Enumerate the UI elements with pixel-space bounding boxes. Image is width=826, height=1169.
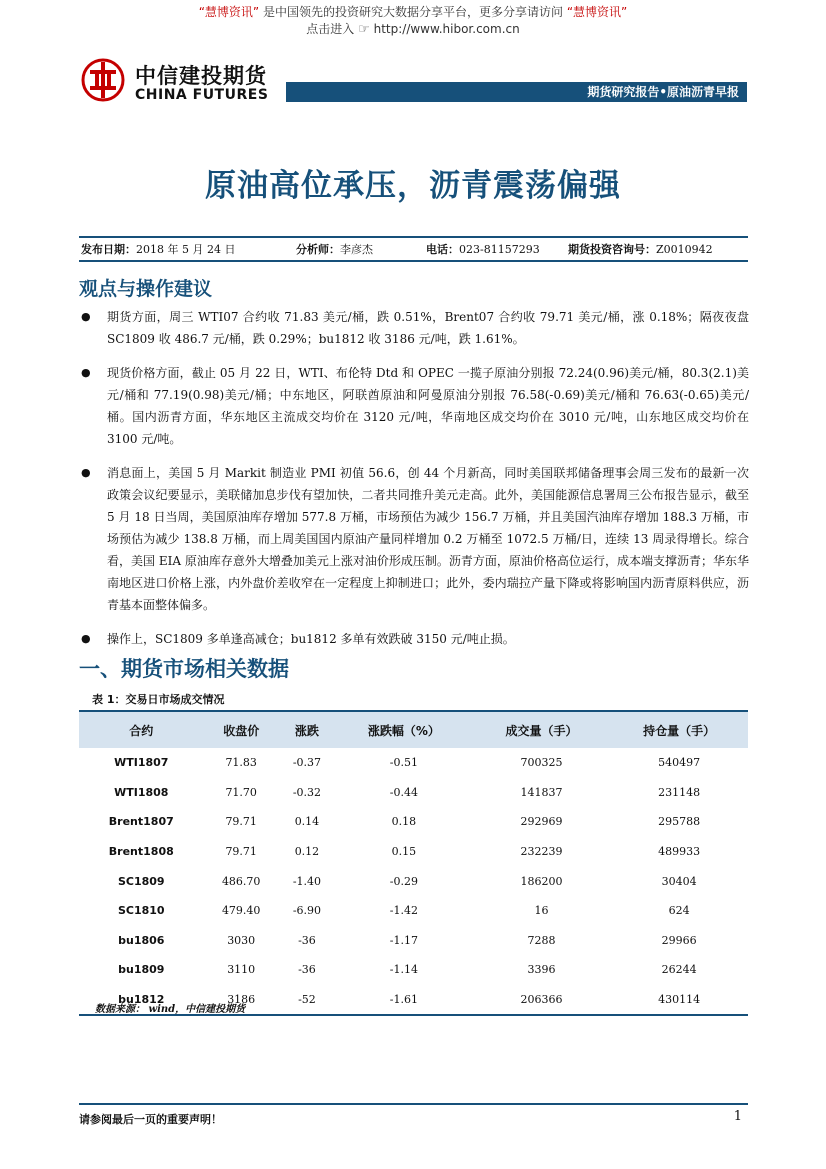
cell-volume: 3396 (527, 963, 556, 977)
table-row (79, 926, 748, 956)
cell-open-interest: 624 (668, 904, 690, 918)
column-header: 涨跌 (294, 723, 319, 738)
column-header: 合约 (129, 723, 154, 738)
cell-open-interest: 430114 (610, 985, 748, 1016)
logo-english-name: CHINA FUTURES (135, 87, 269, 103)
cell-change: -36 (298, 933, 316, 947)
cell-change: 0.14 (294, 815, 320, 829)
hand-pointer-icon[interactable]: ☞ (358, 22, 370, 37)
column-header: 收盘价 (223, 723, 260, 738)
cell-change: 0.12 (294, 845, 320, 859)
cell-open-interest: 489933 (658, 845, 701, 859)
banner-url-link[interactable]: http://www.hibor.com.cn (373, 22, 520, 36)
cell-contract: bu1809 (118, 963, 165, 977)
banner-brand-link[interactable]: “慧博资讯” (566, 5, 628, 19)
report-meta-line (79, 236, 748, 262)
bullet-dot-icon: ● (81, 632, 91, 645)
publish-date: 发布日期：2018 年 5 月 24 日 (81, 243, 236, 256)
cell-contract: Brent1808 (108, 845, 174, 859)
report-type-label: 期货研究报告•原油沥青早报 (587, 85, 739, 99)
cell-open-interest: 231148 (658, 785, 701, 799)
banner-enter-text[interactable]: 点击进入 (306, 22, 355, 36)
cell-change: -1.40 (292, 874, 322, 888)
cell-open-interest: 295788 (658, 815, 701, 829)
banner-text: 是中国领先的投资研究大数据分享平台，更多分享请访问 (262, 5, 563, 19)
market-data-table (79, 710, 748, 1016)
cell-volume: 206366 (473, 985, 611, 1016)
disclaimer-note: 请参阅最后一页的重要声明！ (79, 1113, 222, 1126)
license-number: 期货投资咨询号：Z0010942 (568, 243, 713, 256)
table-row (79, 866, 748, 896)
phone: 电话：023-81157293 (426, 243, 540, 256)
column-header: 成交量（手） (505, 723, 578, 738)
report-type-bar (286, 82, 747, 102)
page-footer (79, 1103, 748, 1131)
cell-close: 71.83 (225, 756, 257, 770)
cell-volume: 700325 (520, 756, 563, 770)
table-caption: 表 1：交易日市场成交情况 (92, 693, 225, 706)
cell-close: 479.40 (221, 904, 261, 918)
cell-close: 486.70 (221, 874, 261, 888)
cell-contract: bu1812 (79, 985, 204, 1016)
cell-contract: SC1810 (117, 904, 165, 918)
table-row (79, 807, 748, 837)
bullet-dot-icon: ● (81, 310, 91, 323)
cell-change: -6.90 (292, 904, 322, 918)
cell-change-pct: -0.44 (389, 785, 418, 799)
cell-contract: Brent1807 (108, 815, 174, 829)
analyst: 分析师：李彦杰 (296, 243, 373, 256)
cell-contract: WTI1807 (114, 756, 169, 770)
cell-change: -0.37 (292, 756, 322, 770)
data-source-note: 数据来源： wind，中信建投期货 (95, 1004, 246, 1015)
cell-volume: 232239 (520, 845, 563, 859)
cell-volume: 292969 (520, 815, 563, 829)
cell-change-pct: -0.29 (389, 874, 418, 888)
column-header: 持仓量（手） (643, 723, 716, 738)
logo-chinese-name: 中信建投期货 (135, 64, 267, 88)
company-logo (81, 58, 281, 106)
cell-volume: 7288 (527, 933, 556, 947)
bullet-paragraph: ● 现货价格方面，截止 05 月 22 日，WTI、布伦特 Dtd 和 OPEC 一揽子原油分别报 72.24(0.96)美元/桶，80.3(2.1)美元/桶和 77.19(0.98)美元/桶；中东地区，阿联酋原油和阿曼原油分别报 76.58(-0.69)美元/桶和 76.63(-0.65)美元/桶。国内沥青方面，华东地区主流成交均价在 3120 元/吨，华南地区成交均价在 3010 元/吨，山东地区成交均价在 3100 元/吨。 (79, 362, 749, 450)
cell-close: 79.71 (225, 815, 257, 829)
cell-close: 79.71 (225, 845, 257, 859)
cell-change-pct: -0.51 (389, 756, 418, 770)
cell-contract: bu1806 (118, 933, 165, 947)
table-header-row (79, 711, 748, 748)
cell-change: -0.32 (292, 785, 322, 799)
cell-change-pct: -1.17 (389, 933, 418, 947)
cell-close: 3186 (204, 985, 279, 1016)
views-bullet-list (79, 306, 749, 650)
cell-change-pct: 0.15 (391, 845, 417, 859)
table-row (79, 837, 748, 867)
cell-close: 71.70 (225, 785, 257, 799)
bullet-paragraph: ● 消息面上，美国 5 月 Markit 制造业 PMI 初值 56.6，创 44 个月新高，同时美国联邦储备理事会周三发布的最新一次政策会议纪要显示，美联储加息步伐有望加快，二者共同推升美元走高。此外，美国能源信息署周三公布报告显示，截至 5 月 18 日当周，美国原油库存增加 577.8 万桶，市场预估为减少 156.7 万桶，并且美国汽油库存增加 188.3 万桶，市场预估为减少 138.8 万桶，而上周美国国内原油产量同样增加 0.2 万桶至 1072.5 万桶/日，连续 13 周录得增长。综合看，美国 EIA 原油库存意外大增叠加美元上涨对油价形成压制。沥青方面，原油价格高位运行，成本端支撑沥青；华东华南地区进口价格上涨，内外盘价差收窄在一定程度上抑制进口；此外，委内瑞拉产量下降或将影响国内沥青原料供应，沥青基本面整体偏多。 (79, 462, 749, 616)
report-title: 原油高位承压，沥青震荡偏强 (205, 168, 621, 204)
cell-change-pct: 0.18 (391, 815, 417, 829)
cell-contract: WTI1808 (114, 785, 169, 799)
cell-close: 3110 (227, 963, 256, 977)
table-row (79, 778, 748, 808)
column-header: 涨跌幅（%） (367, 723, 440, 738)
cell-change: -52 (279, 985, 335, 1016)
bullet-paragraph: ● 操作上，SC1809 多单逢高减仓；bu1812 多单有效跌破 3150 元/吨止损。 (79, 628, 749, 650)
cell-change-pct: -1.14 (389, 963, 418, 977)
table-row (79, 748, 748, 778)
cell-change: -36 (298, 963, 316, 977)
cell-open-interest: 30404 (661, 874, 697, 888)
cell-open-interest: 540497 (658, 756, 701, 770)
cell-volume: 186200 (520, 874, 563, 888)
promo-banner (0, 4, 826, 38)
banner-brand[interactable]: “慧博资讯” (198, 5, 260, 19)
bullet-dot-icon: ● (81, 466, 91, 479)
cell-close: 3030 (227, 933, 256, 947)
cell-volume: 141837 (520, 785, 563, 799)
section-heading-views: 观点与操作建议 (79, 278, 213, 300)
cell-open-interest: 26244 (661, 963, 697, 977)
bullet-paragraph: ● 期货方面，周三 WTI07 合约收 71.83 美元/桶，跌 0.51%，Brent07 合约收 79.71 美元/桶，涨 0.18%；隔夜夜盘 SC1809 收 486.7 元/桶，跌 0.29%；bu1812 收 3186 元/吨，跌 1.61%。 (79, 306, 749, 350)
cell-contract: SC1809 (117, 874, 165, 888)
table-row (79, 955, 748, 985)
section-heading-market-data: 一、期货市场相关数据 (79, 657, 289, 681)
cell-open-interest: 29966 (661, 933, 697, 947)
company-emblem-icon (81, 58, 125, 102)
cell-change-pct: -1.61 (335, 985, 473, 1016)
table-row (79, 896, 748, 926)
cell-change-pct: -1.42 (389, 904, 418, 918)
cell-volume: 16 (534, 904, 549, 918)
bullet-dot-icon: ● (81, 366, 91, 379)
page-number: 1 (733, 1109, 742, 1124)
